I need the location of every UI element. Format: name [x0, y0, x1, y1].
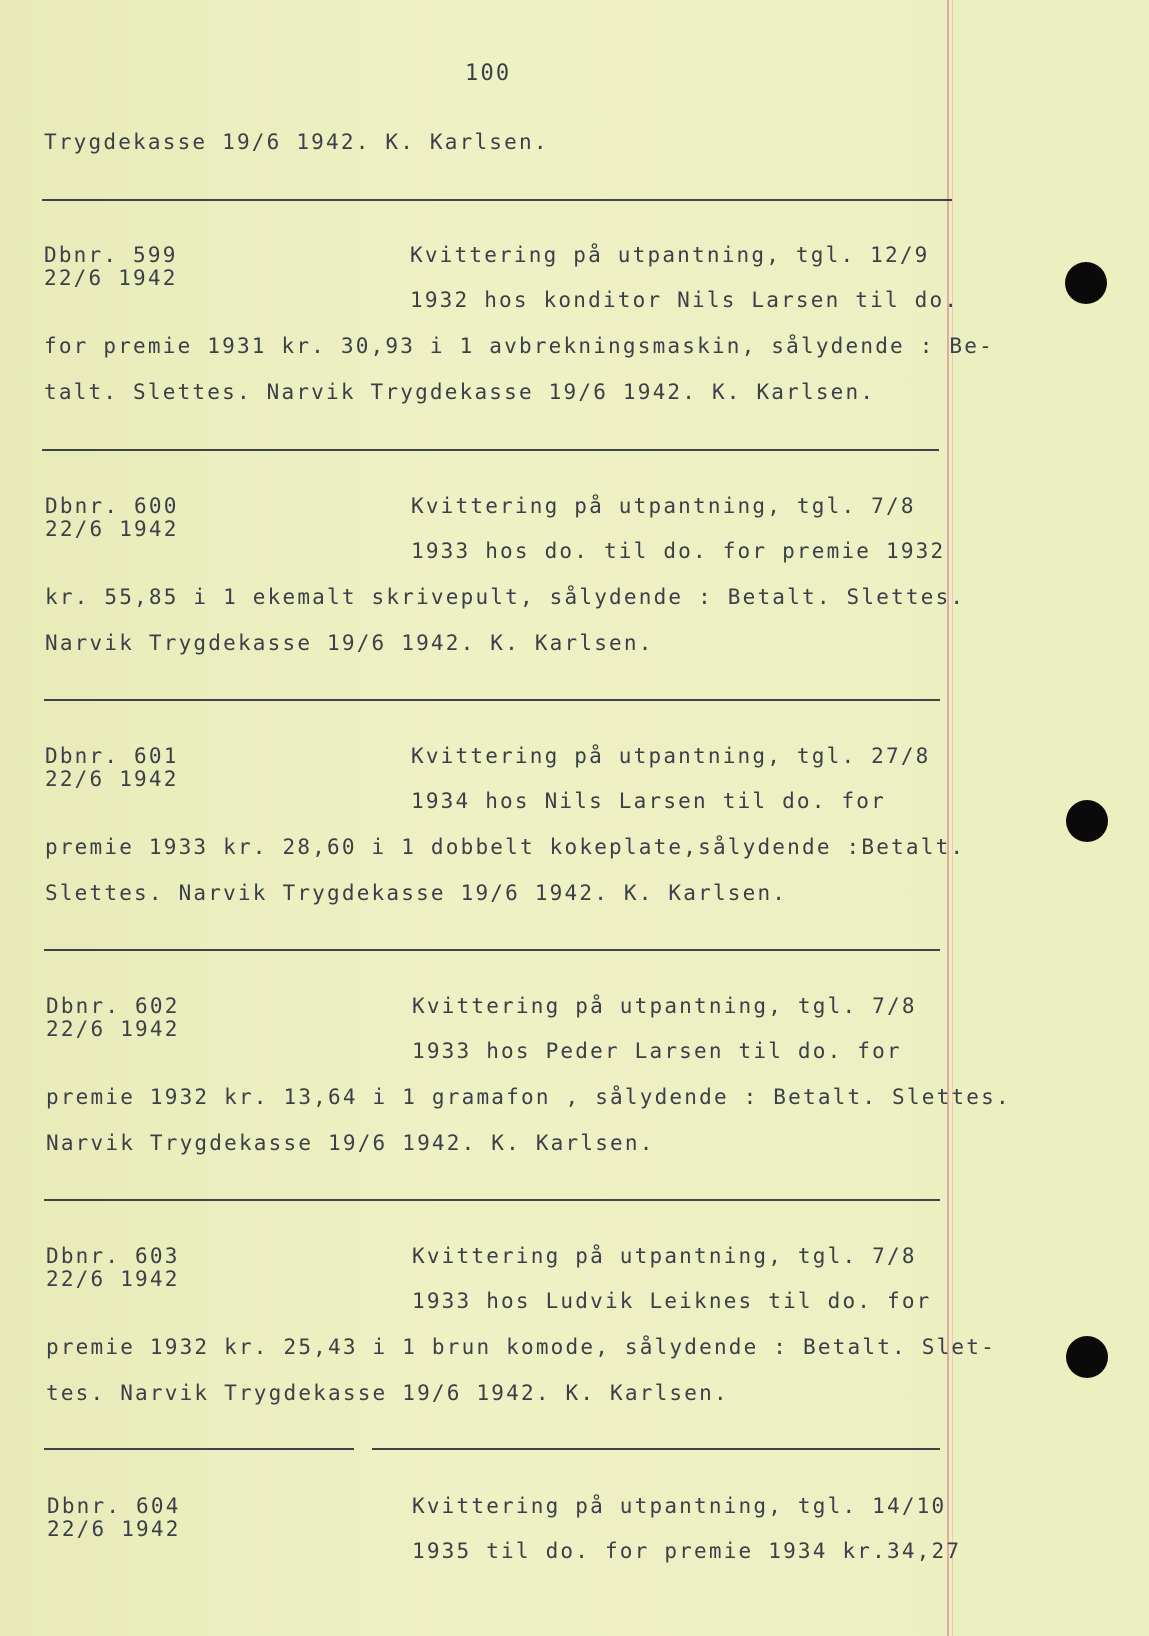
- header-line: Trygdekasse 19/6 1942. K. Karlsen.: [44, 130, 549, 154]
- separator-rule: [44, 949, 940, 951]
- entry-date: 22/6 1942: [45, 767, 179, 791]
- entry-text-line: Kvittering på utpantning, tgl. 12/9: [410, 243, 930, 267]
- separator-rule: [44, 1448, 354, 1450]
- entry-number: Dbnr. 599: [44, 243, 178, 267]
- entry-date: 22/6 1942: [46, 1017, 180, 1041]
- entry-text-line: Kvittering på utpantning, tgl. 7/8: [411, 494, 916, 518]
- punch-hole: [1066, 800, 1108, 842]
- entry-text-line: premie 1933 kr. 28,60 i 1 dobbelt kokeplate,sålydende :Betalt.: [45, 835, 966, 859]
- punch-hole: [1065, 262, 1107, 304]
- separator-rule: [42, 449, 939, 451]
- entry-text-line: 1935 til do. for premie 1934 kr.34,27: [412, 1539, 962, 1563]
- entry-number: Dbnr. 602: [46, 994, 180, 1018]
- punch-hole: [1066, 1336, 1108, 1378]
- entry-text-line: tes. Narvik Trygdekasse 19/6 1942. K. Karlsen.: [46, 1381, 729, 1405]
- entry-number: Dbnr. 603: [46, 1244, 180, 1268]
- separator-rule: [372, 1448, 940, 1450]
- entry-text-line: 1934 hos Nils Larsen til do. for: [411, 789, 886, 813]
- entry-date: 22/6 1942: [44, 266, 178, 290]
- entry-date: 22/6 1942: [47, 1517, 181, 1541]
- entry-text-line: for premie 1931 kr. 30,93 i 1 avbrekningsmaskin, sålydende : Be-: [44, 334, 994, 358]
- entry-text-line: 1933 hos Ludvik Leiknes til do. for: [412, 1289, 932, 1313]
- entry-text-line: Kvittering på utpantning, tgl. 14/10: [412, 1494, 947, 1518]
- entry-text-line: premie 1932 kr. 25,43 i 1 brun komode, sålydende : Betalt. Slet-: [46, 1335, 996, 1359]
- entry-date: 22/6 1942: [46, 1267, 180, 1291]
- entry-text-line: Slettes. Narvik Trygdekasse 19/6 1942. K. Karlsen.: [45, 881, 788, 905]
- entry-text-line: Narvik Trygdekasse 19/6 1942. K. Karlsen.: [45, 631, 654, 655]
- entry-text-line: Narvik Trygdekasse 19/6 1942. K. Karlsen.: [46, 1131, 655, 1155]
- entry-text-line: premie 1932 kr. 13,64 i 1 gramafon , sålydende : Betalt. Slettes.: [46, 1085, 1011, 1109]
- entry-text-line: 1933 hos Peder Larsen til do. for: [412, 1039, 902, 1063]
- entry-number: Dbnr. 600: [45, 494, 179, 518]
- separator-rule: [44, 1199, 940, 1201]
- entry-date: 22/6 1942: [45, 517, 179, 541]
- entry-text-line: kr. 55,85 i 1 ekemalt skrivepult, sålydende : Betalt. Slettes.: [45, 585, 966, 609]
- margin-line-secondary: [952, 0, 953, 1636]
- separator-rule: [44, 699, 940, 701]
- entry-number: Dbnr. 604: [47, 1494, 181, 1518]
- entry-text-line: Kvittering på utpantning, tgl. 27/8: [411, 744, 931, 768]
- entry-number: Dbnr. 601: [45, 744, 179, 768]
- entry-text-line: Kvittering på utpantning, tgl. 7/8: [412, 994, 917, 1018]
- margin-line: [947, 0, 949, 1636]
- entry-text-line: 1933 hos do. til do. for premie 1932: [411, 539, 946, 563]
- page-number: 100: [465, 61, 512, 86]
- entry-text-line: 1932 hos konditor Nils Larsen til do.: [410, 288, 960, 312]
- entry-text-line: talt. Slettes. Narvik Trygdekasse 19/6 1942. K. Karlsen.: [44, 380, 876, 404]
- separator-rule: [42, 199, 952, 201]
- entry-text-line: Kvittering på utpantning, tgl. 7/8: [412, 1244, 917, 1268]
